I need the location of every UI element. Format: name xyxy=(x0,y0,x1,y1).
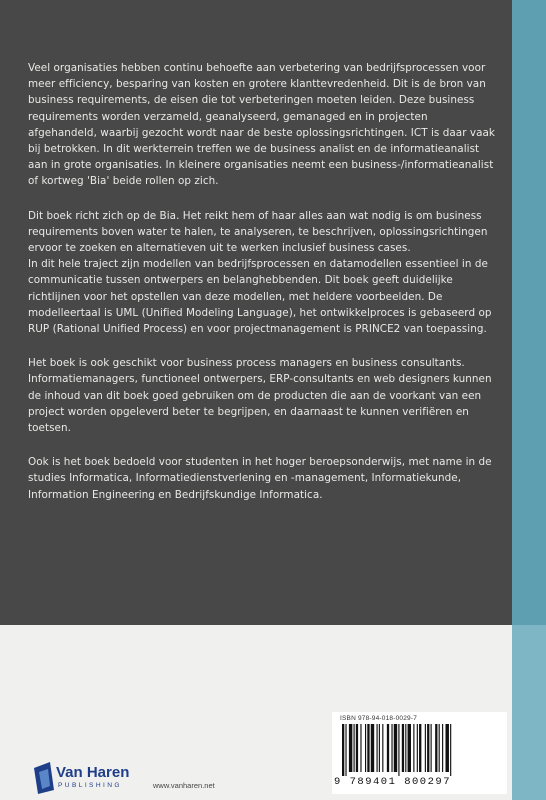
barcode-digits: 9 789401 800297 xyxy=(334,776,452,788)
publisher-name: Van Haren xyxy=(56,764,130,781)
accent-stripe-lower xyxy=(512,625,546,800)
blurb-paragraph-2: Dit boek richt zich op de Bia. Het reikt hem of haar alles aan wat nodig is om business requirements boven water te halen, te analyseren, te beschrijven, oplossingsrichtingen ervoor te zoeken en alternatieven uit te werken inclusief business cases. In dit hele traject zijn modellen van bedrijfsprocessen en datamodellen essentieel in de communicatie tussen ontwerpers en belanghebbenden. Dit boek geeft duidelijke richtlijnen voor het opstellen van deze modellen, met heldere voorbeelden. De modelleertaal is UML (Unified Modeling Language), het ontwikkelproces is gebaseerd op RUP (Rational Unified Process) en voor projectmanagement is PRINCE2 van toepassing. xyxy=(28,209,492,336)
isbn-label: ISBN 978-94-018-0029-7 xyxy=(340,715,418,722)
publisher-logo xyxy=(34,762,144,794)
blurb-text xyxy=(28,60,498,521)
barcode-box xyxy=(332,712,507,794)
blurb-paragraph-1: Veel organisaties hebben continu behoefte aan verbetering van bedrijfsprocessen voor meer efficiency, besparing van kosten en grotere klanttevredenheid. Dit is de bron van business requirements, de eisen die tot verbeteringen moeten leiden. Deze business requirements worden verzameld, geanalyseerd, gemanaged en in projecten afgehandeld, waarbij gezocht wordt naar de beste oplossingsrichtingen. ICT is daar vaak bij betrokken. In dit werkterrein treffen we de business analist en de informatieanalist aan in grote organisaties. In kleinere organisaties neemt een business-/informatieanalist of kortweg 'Bia' beide rollen op zich. xyxy=(28,62,495,188)
barcode-icon xyxy=(340,724,500,776)
blurb-paragraph-4: Ook is het boek bedoeld voor studenten in het hoger beroepsonderwijs, met name in de studies Informatica, Informatiedienstverlening en -management, Informatiekunde, Information Engineering en Bedrijfskundige Informatica. xyxy=(28,456,492,501)
publisher-website: www.vanharen.net xyxy=(153,781,215,790)
publisher-sub: PUBLISHING xyxy=(58,782,122,789)
blurb-paragraph-3: Het boek is ook geschikt voor business process managers en business consultants. Informatiemanagers, functioneel ontwerpers, ERP-consultants en web designers kunnen de inhoud van dit boek goed gebruiken om de producten die aan de voorkant van een project worden opgeleverd beter te begrijpen, en daarnaast te kunnen verifiëren en toetsen. xyxy=(28,357,492,435)
